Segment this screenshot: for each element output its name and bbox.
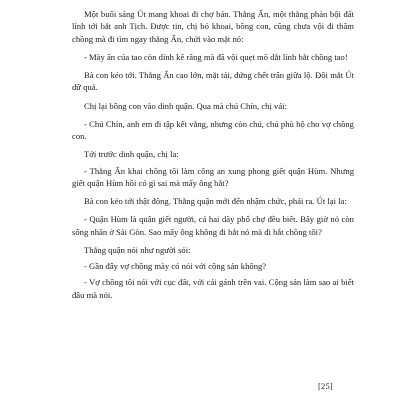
paragraph-12: - Vợ chồng tôi nói với cục đất, với cái gánh trên vai. Cộng sản làm sao ai biết đâu mà nói. bbox=[72, 277, 354, 300]
paragraph-10: Thằng quận nói như người sói: bbox=[84, 244, 191, 255]
paragraph-3: Bà con kéo tới. Thằng Ẩn cao lớn, mặt tái, đứng chết trân giữa lộ. Đôi mắt Út dữ quá. bbox=[72, 70, 354, 93]
page-body-text bbox=[72, 8, 354, 307]
paragraph-1: Một buổi sáng Út mang khoai đi chợ bán. Thằng Ẩn, một thằng phản bội đất lính tới bắt anh Tịch. Được tin, chị bỏ khoai, bồng con, cũng chưa vội đi thăm chồng mà đi tìm ngay thằng Ẩn, chửi vào mặt nó: bbox=[72, 9, 354, 44]
paragraph-9: - Quận Hùm là quân giết người, cả hai dãy phố chợ đều biết. Bây giờ nó còn sống nhăn ở Sài Gòn. Sao mấy ông không đi bắt nó mà đi bắt chồng tôi? bbox=[72, 214, 354, 237]
paragraph-6: Tới trước dinh quận, chị la: bbox=[84, 149, 179, 160]
paragraph-7: - Thằng Ẩn khai chồng tôi làm công an xung phong giết quận Hùm. Nhưng giết quận Hùm hồi có gì sai mà mấy ông bắt? bbox=[72, 165, 354, 188]
paragraph-4: Chị lại bồng con vào dinh quận. Qua mà chú Chín, chị vái: bbox=[84, 100, 287, 111]
paragraph-5: - Chú Chín, anh em đi tập kết vắng, nhưng còn chú, chú phù hộ cho vợ chồng con. bbox=[72, 118, 354, 141]
paragraph-2: - Mày ăn của tao còn dính kẽ răng mà đã vội quẹt mõ dắt lính bắt chồng tao! bbox=[84, 51, 348, 62]
paragraph-8: Bà con kéo tới thật đông. Thằng quận mới đến nhậm chức, phải ra. Út lại la: bbox=[84, 196, 347, 206]
page-number: [25] bbox=[318, 381, 333, 391]
paragraph-11: - Gần đây vợ chồng mày có nói với cộng sản không? bbox=[84, 261, 267, 271]
